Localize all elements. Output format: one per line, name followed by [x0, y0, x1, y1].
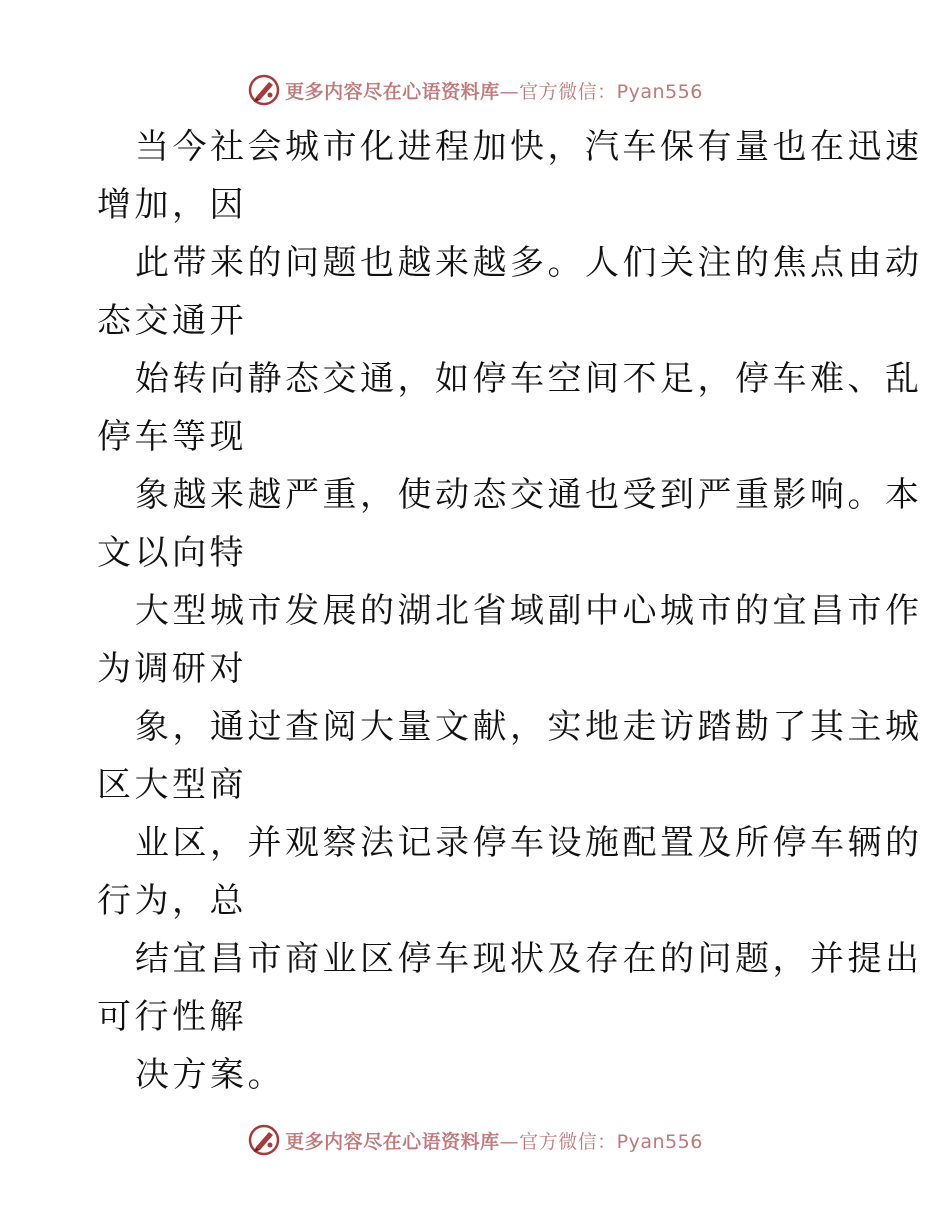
footer-banner — [0, 1120, 950, 1160]
text-line: 为调研对 — [97, 649, 247, 689]
document-body — [97, 118, 923, 1104]
text-line: 增加，因 — [97, 185, 247, 225]
banner-text — [285, 77, 703, 104]
pen-logo-icon — [247, 73, 281, 107]
text-line: 行为，总 — [97, 881, 247, 921]
text-line: 区大型商 — [97, 765, 247, 805]
banner-title: 更多内容尽在心语资料库 — [285, 1130, 500, 1153]
banner-wechat: —官方微信：Pyan556 — [499, 80, 703, 103]
text-line: 结宜昌市商业区停车现状及存在的问题，并提出 — [135, 939, 923, 979]
text-line: 可行性解 — [97, 997, 247, 1037]
text-line: 决方案。 — [135, 1055, 285, 1095]
text-line: 象，通过查阅大量文献，实地走访踏勘了其主城 — [135, 707, 923, 747]
banner-wechat: —官方微信：Pyan556 — [499, 1130, 703, 1153]
text-line: 此带来的问题也越来越多。人们关注的焦点由动 — [135, 243, 923, 283]
text-line: 当今社会城市化进程加快，汽车保有量也在迅速 — [135, 127, 923, 167]
header-banner — [0, 70, 950, 110]
text-line: 态交通开 — [97, 301, 247, 341]
text-line: 象越来越严重，使动态交通也受到严重影响。本 — [135, 475, 923, 515]
banner-text — [285, 1127, 703, 1154]
text-line: 停车等现 — [97, 417, 247, 457]
text-line: 文以向特 — [97, 533, 247, 573]
text-line: 大型城市发展的湖北省域副中心城市的宜昌市作 — [135, 591, 923, 631]
banner-title: 更多内容尽在心语资料库 — [285, 80, 500, 103]
text-line: 业区，并观察法记录停车设施配置及所停车辆的 — [135, 823, 923, 863]
pen-logo-icon — [247, 1123, 281, 1157]
text-line: 始转向静态交通，如停车空间不足，停车难、乱 — [135, 359, 923, 399]
